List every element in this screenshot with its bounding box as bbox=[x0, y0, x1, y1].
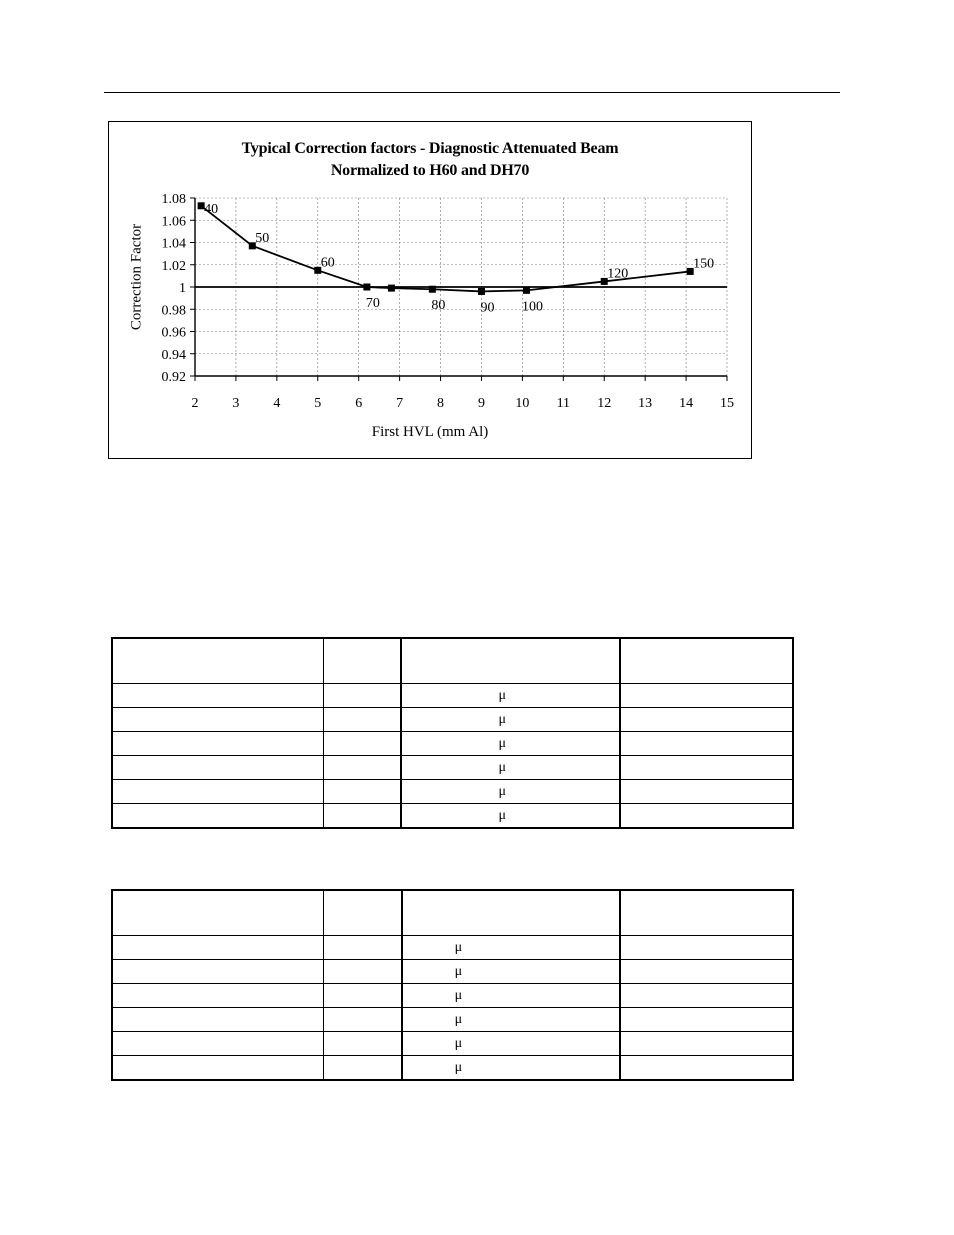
table-row bbox=[112, 1032, 793, 1056]
data-label: 40 bbox=[204, 201, 219, 217]
x-tick-label: 11 bbox=[556, 396, 571, 411]
mu-symbol: μ bbox=[498, 711, 506, 727]
top-rule bbox=[104, 92, 840, 93]
mu-symbol: μ bbox=[454, 1011, 463, 1027]
table-row bbox=[112, 804, 793, 829]
x-tick-label: 6 bbox=[355, 396, 363, 411]
mu-symbol: μ bbox=[454, 963, 463, 979]
mu-symbol: μ bbox=[498, 807, 506, 823]
data-label: 100 bbox=[521, 299, 543, 315]
mu-symbol: μ bbox=[454, 987, 463, 1003]
data-table-1 bbox=[111, 637, 794, 829]
data-point bbox=[363, 284, 370, 291]
x-tick-label: 8 bbox=[437, 396, 445, 411]
data-point bbox=[429, 286, 436, 293]
y-tick-label: 0.96 bbox=[161, 325, 186, 341]
table-row bbox=[112, 936, 793, 960]
mu-symbol: μ bbox=[454, 939, 463, 955]
mu-symbol: μ bbox=[498, 783, 506, 799]
x-tick-label: 7 bbox=[396, 396, 404, 411]
data-label: 150 bbox=[693, 256, 715, 272]
table-header-row bbox=[112, 890, 793, 936]
table-header-row bbox=[112, 638, 793, 684]
y-tick-label: 1.04 bbox=[161, 236, 186, 252]
table-row bbox=[112, 984, 793, 1008]
x-tick-label: 15 bbox=[720, 396, 734, 411]
x-tick-label: 3 bbox=[232, 396, 240, 411]
mu-symbol: μ bbox=[454, 1035, 463, 1051]
y-tick-label: 0.98 bbox=[161, 303, 186, 319]
y-tick-label: 1 bbox=[179, 281, 186, 296]
chart-title: Typical Correction factors - Diagnostic Attenuated Beam bbox=[241, 140, 619, 157]
y-tick-label: 0.94 bbox=[161, 347, 186, 363]
y-tick-label: 1.06 bbox=[161, 214, 186, 230]
data-point bbox=[523, 287, 530, 294]
y-tick-label: 1.08 bbox=[161, 192, 186, 207]
y-tick-label: 0.92 bbox=[161, 370, 186, 385]
x-tick-label: 10 bbox=[515, 396, 530, 411]
table-row bbox=[112, 732, 793, 756]
table-row bbox=[112, 708, 793, 732]
data-point bbox=[388, 285, 395, 292]
table-row bbox=[112, 684, 793, 708]
data-label: 80 bbox=[431, 298, 446, 314]
table-row bbox=[112, 1056, 793, 1081]
x-axis-label: First HVL (mm Al) bbox=[371, 424, 489, 440]
data-label: 60 bbox=[320, 255, 335, 271]
data-label: 90 bbox=[480, 300, 495, 316]
chart-frame: Typical Correction factors - Diagnostic Attenuated Beam Normalized to H60 and DH70 1.08 1.06 1.04 1.02 1 0.98 0.96 0.94 0.92 2 3 4 5 6 7 8 9 10 11 12 13 14 15 40 50 60 70 80 90 100 120 150 Correction Factor First HVL (mm Al) bbox=[108, 121, 752, 459]
mu-symbol: μ bbox=[498, 759, 506, 775]
data-point bbox=[478, 288, 485, 295]
table-row bbox=[112, 780, 793, 804]
table-row bbox=[112, 756, 793, 780]
data-label: 70 bbox=[365, 296, 380, 311]
x-tick-label: 13 bbox=[638, 396, 653, 411]
data-table-2 bbox=[111, 889, 794, 1081]
chart-subtitle: Normalized to H60 and DH70 bbox=[330, 162, 530, 179]
x-tick-label: 14 bbox=[679, 396, 694, 411]
mu-symbol: μ bbox=[498, 735, 506, 751]
mu-symbol: μ bbox=[498, 687, 506, 703]
x-tick-label: 12 bbox=[597, 396, 612, 411]
mu-symbol: μ bbox=[454, 1059, 463, 1075]
data-label: 50 bbox=[255, 230, 270, 246]
y-tick-label: 1.02 bbox=[161, 258, 186, 274]
x-tick-label: 2 bbox=[191, 396, 199, 411]
table-row bbox=[112, 1008, 793, 1032]
table-row bbox=[112, 960, 793, 984]
x-tick-label: 9 bbox=[477, 396, 485, 411]
x-tick-label: 5 bbox=[314, 396, 322, 411]
chart-plot bbox=[109, 122, 753, 460]
data-label: 120 bbox=[607, 266, 629, 282]
x-tick-label: 4 bbox=[273, 396, 281, 411]
